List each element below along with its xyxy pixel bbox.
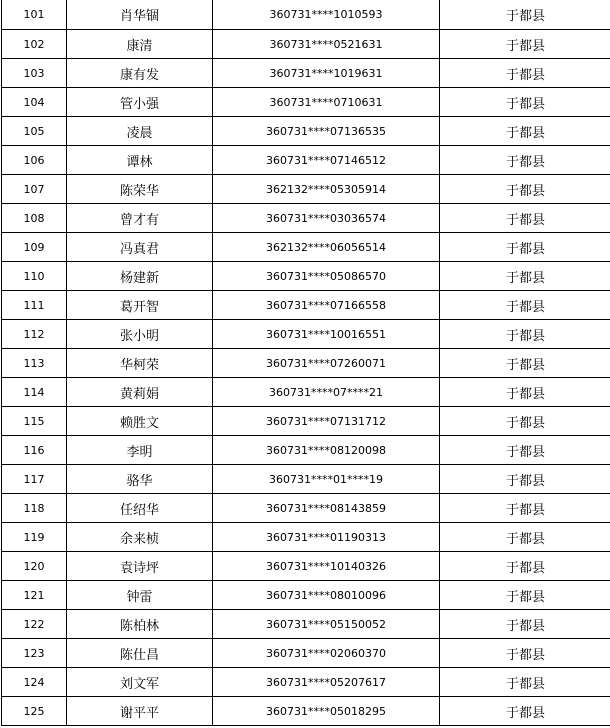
- county-cell: 于都县: [440, 581, 610, 610]
- table-row: [2, 262, 610, 291]
- county-cell: 于都县: [440, 88, 610, 117]
- name-cell: 钟雷: [67, 581, 213, 610]
- id-number-cell: 360731****07131712: [213, 407, 440, 436]
- table-row: [2, 88, 610, 117]
- table-row: [2, 146, 610, 175]
- county-cell: 于都县: [440, 175, 610, 204]
- table-row: [2, 30, 610, 59]
- id-number-cell: 360731****0521631: [213, 30, 440, 59]
- row-number-cell: 102: [2, 30, 67, 59]
- row-number-cell: 116: [2, 436, 67, 465]
- name-cell: 黄莉娟: [67, 378, 213, 407]
- id-number-cell: 360731****05086570: [213, 262, 440, 291]
- table-row: [2, 175, 610, 204]
- row-number-cell: 122: [2, 610, 67, 639]
- county-cell: 于都县: [440, 349, 610, 378]
- county-cell: 于都县: [440, 639, 610, 668]
- table-row: [2, 436, 610, 465]
- table-row: [2, 523, 610, 552]
- table-row: [2, 639, 610, 668]
- county-cell: 于都县: [440, 610, 610, 639]
- row-number-cell: 104: [2, 88, 67, 117]
- name-cell: 管小强: [67, 88, 213, 117]
- id-number-cell: 360731****08010096: [213, 581, 440, 610]
- county-cell: 于都县: [440, 0, 610, 30]
- name-cell: 冯真君: [67, 233, 213, 262]
- county-cell: 于都县: [440, 117, 610, 146]
- row-number-cell: 120: [2, 552, 67, 581]
- id-number-cell: 360731****1010593: [213, 0, 440, 30]
- row-number-cell: 124: [2, 668, 67, 697]
- table-row: [2, 117, 610, 146]
- id-number-cell: 360731****01****19: [213, 465, 440, 494]
- id-number-cell: 360731****05150052: [213, 610, 440, 639]
- row-number-cell: 108: [2, 204, 67, 233]
- name-cell: 曾才有: [67, 204, 213, 233]
- id-number-cell: 360731****05018295: [213, 697, 440, 726]
- row-number-cell: 119: [2, 523, 67, 552]
- name-cell: 骆华: [67, 465, 213, 494]
- county-cell: 于都县: [440, 146, 610, 175]
- name-cell: 陈仕昌: [67, 639, 213, 668]
- row-number-cell: 121: [2, 581, 67, 610]
- table-row: [2, 407, 610, 436]
- name-cell: 康有发: [67, 59, 213, 88]
- id-number-cell: 360731****07260071: [213, 349, 440, 378]
- table-row: [2, 697, 610, 726]
- row-number-cell: 113: [2, 349, 67, 378]
- table-row: [2, 0, 610, 30]
- row-number-cell: 114: [2, 378, 67, 407]
- row-number-cell: 125: [2, 697, 67, 726]
- name-cell: 余来桢: [67, 523, 213, 552]
- county-cell: 于都县: [440, 233, 610, 262]
- id-number-cell: 360731****05207617: [213, 668, 440, 697]
- row-number-cell: 106: [2, 146, 67, 175]
- county-cell: 于都县: [440, 465, 610, 494]
- row-number-cell: 101: [2, 0, 67, 30]
- table-row: [2, 233, 610, 262]
- county-cell: 于都县: [440, 668, 610, 697]
- name-cell: 任绍华: [67, 494, 213, 523]
- row-number-cell: 105: [2, 117, 67, 146]
- name-cell: 陈荣华: [67, 175, 213, 204]
- table-row: [2, 465, 610, 494]
- id-number-cell: 360731****10140326: [213, 552, 440, 581]
- id-number-cell: 360731****10016551: [213, 320, 440, 349]
- id-number-cell: 360731****08120098: [213, 436, 440, 465]
- county-cell: 于都县: [440, 523, 610, 552]
- name-cell: 赖胜文: [67, 407, 213, 436]
- table-row: [2, 349, 610, 378]
- row-number-cell: 123: [2, 639, 67, 668]
- table-row: [2, 291, 610, 320]
- row-number-cell: 117: [2, 465, 67, 494]
- id-number-cell: 360731****0710631: [213, 88, 440, 117]
- county-cell: 于都县: [440, 407, 610, 436]
- county-cell: 于都县: [440, 552, 610, 581]
- name-cell: 谭林: [67, 146, 213, 175]
- table-row: [2, 320, 610, 349]
- county-cell: 于都县: [440, 494, 610, 523]
- table-row: [2, 581, 610, 610]
- name-cell: 葛开智: [67, 291, 213, 320]
- row-number-cell: 103: [2, 59, 67, 88]
- table-row: [2, 59, 610, 88]
- table-row: [2, 204, 610, 233]
- county-cell: 于都县: [440, 436, 610, 465]
- row-number-cell: 112: [2, 320, 67, 349]
- name-cell: 凌晨: [67, 117, 213, 146]
- roster-table: [1, 0, 610, 726]
- county-cell: 于都县: [440, 320, 610, 349]
- name-cell: 袁诗坪: [67, 552, 213, 581]
- table-row: [2, 494, 610, 523]
- name-cell: 陈柏林: [67, 610, 213, 639]
- row-number-cell: 111: [2, 291, 67, 320]
- county-cell: 于都县: [440, 30, 610, 59]
- table-row: [2, 378, 610, 407]
- table-row: [2, 552, 610, 581]
- county-cell: 于都县: [440, 59, 610, 88]
- table-row: [2, 610, 610, 639]
- id-number-cell: 360731****07166558: [213, 291, 440, 320]
- id-number-cell: 360731****07146512: [213, 146, 440, 175]
- county-cell: 于都县: [440, 378, 610, 407]
- name-cell: 张小明: [67, 320, 213, 349]
- name-cell: 肖华锢: [67, 0, 213, 30]
- row-number-cell: 115: [2, 407, 67, 436]
- roster-table-body: [2, 0, 610, 726]
- id-number-cell: 360731****03036574: [213, 204, 440, 233]
- id-number-cell: 360731****08143859: [213, 494, 440, 523]
- id-number-cell: 360731****07****21: [213, 378, 440, 407]
- name-cell: 华柯荣: [67, 349, 213, 378]
- id-number-cell: 360731****01190313: [213, 523, 440, 552]
- name-cell: 康清: [67, 30, 213, 59]
- name-cell: 谢平平: [67, 697, 213, 726]
- id-number-cell: 360731****02060370: [213, 639, 440, 668]
- id-number-cell: 360731****07136535: [213, 117, 440, 146]
- name-cell: 刘文军: [67, 668, 213, 697]
- row-number-cell: 118: [2, 494, 67, 523]
- row-number-cell: 110: [2, 262, 67, 291]
- county-cell: 于都县: [440, 291, 610, 320]
- name-cell: 杨建新: [67, 262, 213, 291]
- table-row: [2, 668, 610, 697]
- row-number-cell: 109: [2, 233, 67, 262]
- row-number-cell: 107: [2, 175, 67, 204]
- county-cell: 于都县: [440, 204, 610, 233]
- name-cell: 李明: [67, 436, 213, 465]
- id-number-cell: 362132****06056514: [213, 233, 440, 262]
- id-number-cell: 362132****05305914: [213, 175, 440, 204]
- county-cell: 于都县: [440, 697, 610, 726]
- county-cell: 于都县: [440, 262, 610, 291]
- id-number-cell: 360731****1019631: [213, 59, 440, 88]
